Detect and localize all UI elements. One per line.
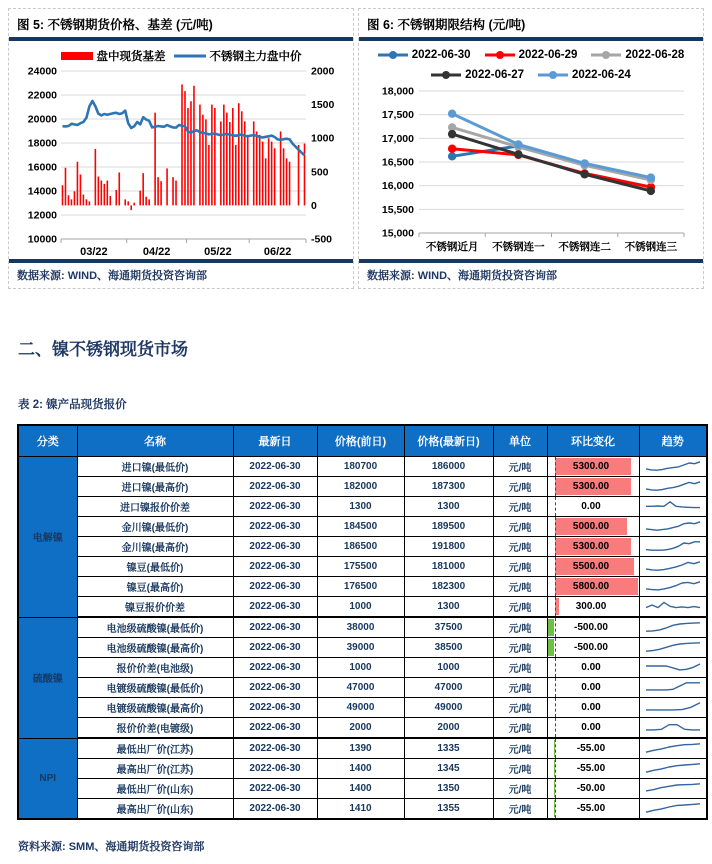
date-cell: 2022-06-30 [233,738,317,759]
date-cell: 2022-06-30 [233,678,317,698]
trend-sparkline [643,698,703,714]
change-value: 0.00 [581,501,601,512]
unit-cell: 元/吨 [493,497,547,517]
name-cell: 报价价差(电池级) [77,658,233,678]
date-cell: 2022-06-30 [233,537,317,557]
table-row [18,597,707,618]
table-row [18,477,707,497]
legend-label: 2022-06-30 [411,49,471,61]
change-cell [547,799,639,820]
date-cell: 2022-06-30 [233,617,317,638]
table-row [18,577,707,597]
trend-sparkline [643,739,703,755]
table-row [18,638,707,658]
name-cell: 进口镍(最低价) [77,457,233,477]
change-value: -55.00 [576,803,606,814]
svg-text:不锈钢连一: 不锈钢连一 [491,241,545,253]
price-prev-cell: 182000 [317,477,404,497]
column-header: 分类 [18,425,77,457]
name-cell: 进口镍报价价差 [77,497,233,517]
change-cell [547,779,639,799]
trend-sparkline [643,658,703,674]
trend-cell [639,497,707,517]
line-marker-swatch-icon [591,50,621,60]
legend-item [61,48,166,64]
svg-text:15,000: 15,000 [381,227,414,240]
unit-cell: 元/吨 [493,718,547,739]
change-cell [547,557,639,577]
change-cell [547,497,639,517]
column-header: 价格(前日) [317,425,404,457]
price-prev-cell: 176500 [317,577,404,597]
change-cell [547,577,639,597]
name-cell: 镍豆报价价差 [77,597,233,618]
price-latest-cell: 1350 [404,779,493,799]
databar-axis [555,477,556,496]
table-row [18,759,707,779]
name-cell: 最高出厂价(山东) [77,799,233,820]
line-marker-swatch-icon [378,50,408,60]
date-cell: 2022-06-30 [233,759,317,779]
unit-cell: 元/吨 [493,517,547,537]
legend-item [538,69,631,81]
change-value: -500.00 [574,642,608,653]
column-header: 价格(最新日) [404,425,493,457]
databar-axis [555,537,556,556]
unit-cell: 元/吨 [493,658,547,678]
change-value: 300.00 [575,601,607,612]
column-header: 单位 [493,425,547,457]
date-cell: 2022-06-30 [233,477,317,497]
negative-databar [548,639,555,656]
price-prev-cell: 47000 [317,678,404,698]
change-value: -55.00 [576,743,606,754]
svg-text:04/22: 04/22 [142,245,170,258]
unit-cell: 元/吨 [493,678,547,698]
date-cell: 2022-06-30 [233,557,317,577]
databar-axis [555,658,556,677]
trend-cell [639,799,707,820]
change-value: 0.00 [581,682,601,693]
figure-5-source: 数据来源: WIND、海通期货投资咨询部 [9,259,353,288]
price-latest-cell: 1300 [404,597,493,618]
figure-6-legend [378,45,684,85]
table-row [18,779,707,799]
name-cell: 最低出厂价(江苏) [77,738,233,759]
databar-axis [555,597,556,616]
trend-sparkline [643,477,703,493]
price-prev-cell: 180700 [317,457,404,477]
date-cell: 2022-06-30 [233,497,317,517]
name-cell: 报价价差(电镀级) [77,718,233,739]
svg-text:17,000: 17,000 [381,132,414,145]
trend-sparkline [643,718,703,734]
line-marker-swatch-icon [538,70,568,80]
change-value: 5500.00 [572,561,610,572]
legend-label: 2022-06-29 [518,49,578,61]
price-prev-cell: 1300 [317,497,404,517]
trend-cell [639,718,707,739]
figure-5-body [9,41,353,259]
trend-cell [639,678,707,698]
column-header: 环比变化 [547,425,639,457]
legend-label: 2022-06-24 [571,69,631,81]
table-row [18,537,707,557]
date-cell: 2022-06-30 [233,799,317,820]
price-latest-cell: 181000 [404,557,493,577]
svg-text:17,500: 17,500 [381,109,414,122]
trend-sparkline [643,497,703,513]
databar-axis [555,739,556,758]
price-latest-cell: 1355 [404,799,493,820]
price-latest-cell: 189500 [404,517,493,537]
databar-axis [555,638,556,657]
price-latest-cell: 1000 [404,658,493,678]
legend-item [485,49,578,61]
name-cell: 镍豆(最高价) [77,577,233,597]
figure-5-panel [8,8,354,289]
trend-sparkline [643,577,703,593]
date-cell: 2022-06-30 [233,597,317,618]
change-cell [547,759,639,779]
change-value: 5800.00 [572,581,610,592]
svg-text:18000: 18000 [27,137,57,150]
price-prev-cell: 1390 [317,738,404,759]
figure-6-source: 数据来源: WIND、海通期货投资咨询部 [359,259,703,288]
change-value: 0.00 [581,662,601,673]
databar-axis [555,577,556,596]
name-cell: 镍豆(最低价) [77,557,233,577]
change-cell [547,718,639,739]
databar-axis [555,718,556,737]
svg-text:22000: 22000 [27,89,57,102]
svg-text:15,500: 15,500 [381,203,414,216]
svg-text:14000: 14000 [27,185,57,198]
databar-axis [555,497,556,516]
price-latest-cell: 187300 [404,477,493,497]
figure-5-legend [61,47,302,65]
table-row [18,517,707,537]
trend-sparkline [643,638,703,654]
trend-cell [639,698,707,718]
table-row [18,698,707,718]
price-latest-cell: 49000 [404,698,493,718]
unit-cell: 元/吨 [493,759,547,779]
svg-text:-500: -500 [310,233,332,246]
unit-cell: 元/吨 [493,698,547,718]
trend-cell [639,577,707,597]
figure-6-panel [358,8,704,289]
trend-sparkline [643,759,703,775]
name-cell: 进口镍(最高价) [77,477,233,497]
svg-text:05/22: 05/22 [203,245,232,258]
svg-text:16000: 16000 [27,161,57,174]
change-value: 0.00 [581,702,601,713]
unit-cell: 元/吨 [493,577,547,597]
trend-cell [639,457,707,477]
legend-label: 不锈钢主力盘中价 [209,50,302,63]
change-cell [547,517,639,537]
trend-cell [639,537,707,557]
price-prev-cell: 184500 [317,517,404,537]
databar-axis [555,779,556,798]
price-prev-cell: 1000 [317,597,404,618]
price-latest-cell: 2000 [404,718,493,739]
basis-price-chart [15,65,348,259]
legend-row [431,65,631,85]
nickel-price-table [17,424,708,820]
svg-text:16,000: 16,000 [381,180,414,193]
trend-sparkline [643,799,703,815]
price-prev-cell: 186500 [317,537,404,557]
change-value: -500.00 [574,622,608,633]
table-row [18,497,707,517]
figure-6-title: 图 6: 不锈钢期限结构 (元/吨) [367,18,526,32]
databar-axis [555,698,556,717]
databar-axis [555,799,556,818]
date-cell: 2022-06-30 [233,779,317,799]
legend-label: 2022-06-28 [625,49,685,61]
trend-cell [639,638,707,658]
change-value: -50.00 [576,783,606,794]
databar-axis [555,618,556,637]
unit-cell: 元/吨 [493,617,547,638]
section-heading: 二、镍不锈钢现货市场 [18,340,188,359]
column-header: 最新日 [233,425,317,457]
trend-cell [639,517,707,537]
line-marker-swatch-icon [485,50,515,60]
line-marker-swatch-icon [431,70,461,80]
date-cell: 2022-06-30 [233,658,317,678]
table-row [18,799,707,820]
figures-row [0,0,712,289]
change-value: 5300.00 [572,461,610,472]
column-header: 趋势 [639,425,707,457]
name-cell: 电池级硫酸镍(最低价) [77,617,233,638]
trend-sparkline [643,557,703,573]
table-row [18,557,707,577]
category-cell: 电解镍 [18,457,77,618]
date-cell: 2022-06-30 [233,457,317,477]
category-cell: NPI [18,738,77,819]
svg-text:1000: 1000 [310,132,334,145]
price-latest-cell: 47000 [404,678,493,698]
date-cell: 2022-06-30 [233,638,317,658]
date-cell: 2022-06-30 [233,577,317,597]
legend-label: 盘中现货基差 [96,50,166,63]
table-row [18,658,707,678]
table-source: 资料来源: SMM、海通期货投资咨询部 [18,841,205,853]
change-cell [547,698,639,718]
name-cell: 最低出厂价(山东) [77,779,233,799]
change-value: 5300.00 [572,541,610,552]
price-prev-cell: 1400 [317,759,404,779]
legend-item [378,49,471,61]
price-latest-cell: 1345 [404,759,493,779]
change-cell [547,658,639,678]
databar-axis [555,759,556,778]
legend-item [591,49,684,61]
price-latest-cell: 1300 [404,497,493,517]
table-row [18,457,707,477]
date-cell: 2022-06-30 [233,698,317,718]
trend-sparkline [643,537,703,553]
svg-text:24000: 24000 [27,65,57,78]
svg-text:18,000: 18,000 [381,85,414,98]
legend-item [174,48,302,64]
figure-5-title: 图 5: 不锈钢期货价格、基差 (元/吨) [17,18,213,32]
trend-cell [639,658,707,678]
negative-databar [548,619,555,636]
change-value: 5300.00 [572,481,610,492]
unit-cell: 元/吨 [493,537,547,557]
svg-text:500: 500 [310,165,329,178]
price-prev-cell: 1410 [317,799,404,820]
name-cell: 电池级硫酸镍(最高价) [77,638,233,658]
unit-cell: 元/吨 [493,477,547,497]
price-prev-cell: 49000 [317,698,404,718]
legend-row [378,45,684,65]
unit-cell: 元/吨 [493,638,547,658]
change-value: 0.00 [581,722,601,733]
name-cell: 电镀级硫酸镍(最高价) [77,698,233,718]
table-header-row [18,425,707,457]
trend-sparkline [643,779,703,795]
databar-axis [555,457,556,476]
legend-label: 2022-06-27 [465,69,524,81]
trend-cell [639,597,707,618]
price-latest-cell: 37500 [404,617,493,638]
databar-axis [555,557,556,576]
name-cell: 电镀级硫酸镍(最低价) [77,678,233,698]
price-latest-cell: 38500 [404,638,493,658]
change-cell [547,617,639,638]
change-cell [547,537,639,557]
unit-cell: 元/吨 [493,457,547,477]
price-latest-cell: 182300 [404,577,493,597]
name-cell: 金川镍(最低价) [77,517,233,537]
trend-cell [639,759,707,779]
svg-text:不锈钢连三: 不锈钢连三 [624,241,677,253]
name-cell: 最高出厂价(江苏) [77,759,233,779]
change-cell [547,477,639,497]
change-cell [547,638,639,658]
trend-cell [639,779,707,799]
svg-text:2000: 2000 [310,65,334,78]
trend-sparkline [643,457,703,473]
figure-6-body [359,41,703,259]
change-cell [547,457,639,477]
line-swatch-icon [174,51,206,61]
unit-cell: 元/吨 [493,779,547,799]
date-cell: 2022-06-30 [233,517,317,537]
svg-text:1500: 1500 [310,98,334,111]
change-cell [547,597,639,618]
trend-cell [639,557,707,577]
trend-sparkline [643,678,703,694]
svg-text:03/22: 03/22 [79,245,108,258]
svg-text:不锈钢近月: 不锈钢近月 [425,241,478,253]
svg-text:16,500: 16,500 [381,156,414,169]
svg-text:不锈钢连二: 不锈钢连二 [557,241,611,253]
databar-axis [555,678,556,697]
trend-sparkline [643,618,703,634]
price-latest-cell: 191800 [404,537,493,557]
change-value: -55.00 [576,763,606,774]
table-caption: 表 2: 镍产品现货报价 [18,399,127,411]
unit-cell: 元/吨 [493,557,547,577]
databar-axis [555,517,556,536]
name-cell: 金川镍(最高价) [77,537,233,557]
term-structure-chart [365,85,698,259]
table-row [18,718,707,739]
trend-cell [639,477,707,497]
table-row [18,617,707,638]
category-cell: 硫酸镍 [18,617,77,738]
price-prev-cell: 38000 [317,617,404,638]
trend-cell [639,617,707,638]
svg-text:12000: 12000 [27,209,57,222]
price-prev-cell: 2000 [317,718,404,739]
legend-item [431,69,524,81]
change-cell [547,678,639,698]
trend-cell [639,738,707,759]
price-latest-cell: 186000 [404,457,493,477]
price-prev-cell: 1000 [317,658,404,678]
price-prev-cell: 39000 [317,638,404,658]
column-header: 名称 [77,425,233,457]
unit-cell: 元/吨 [493,738,547,759]
svg-text:06/22: 06/22 [263,245,291,258]
price-prev-cell: 175500 [317,557,404,577]
bar-swatch-icon [61,51,93,61]
change-value: 5000.00 [572,521,610,532]
svg-text:0: 0 [310,199,317,212]
trend-sparkline [643,517,703,533]
date-cell: 2022-06-30 [233,718,317,739]
unit-cell: 元/吨 [493,799,547,820]
table-row [18,678,707,698]
svg-text:20000: 20000 [27,113,57,126]
price-latest-cell: 1335 [404,738,493,759]
unit-cell: 元/吨 [493,597,547,618]
price-prev-cell: 1400 [317,779,404,799]
svg-text:10000: 10000 [27,233,57,246]
change-cell [547,738,639,759]
table-row [18,738,707,759]
trend-sparkline [643,597,703,613]
